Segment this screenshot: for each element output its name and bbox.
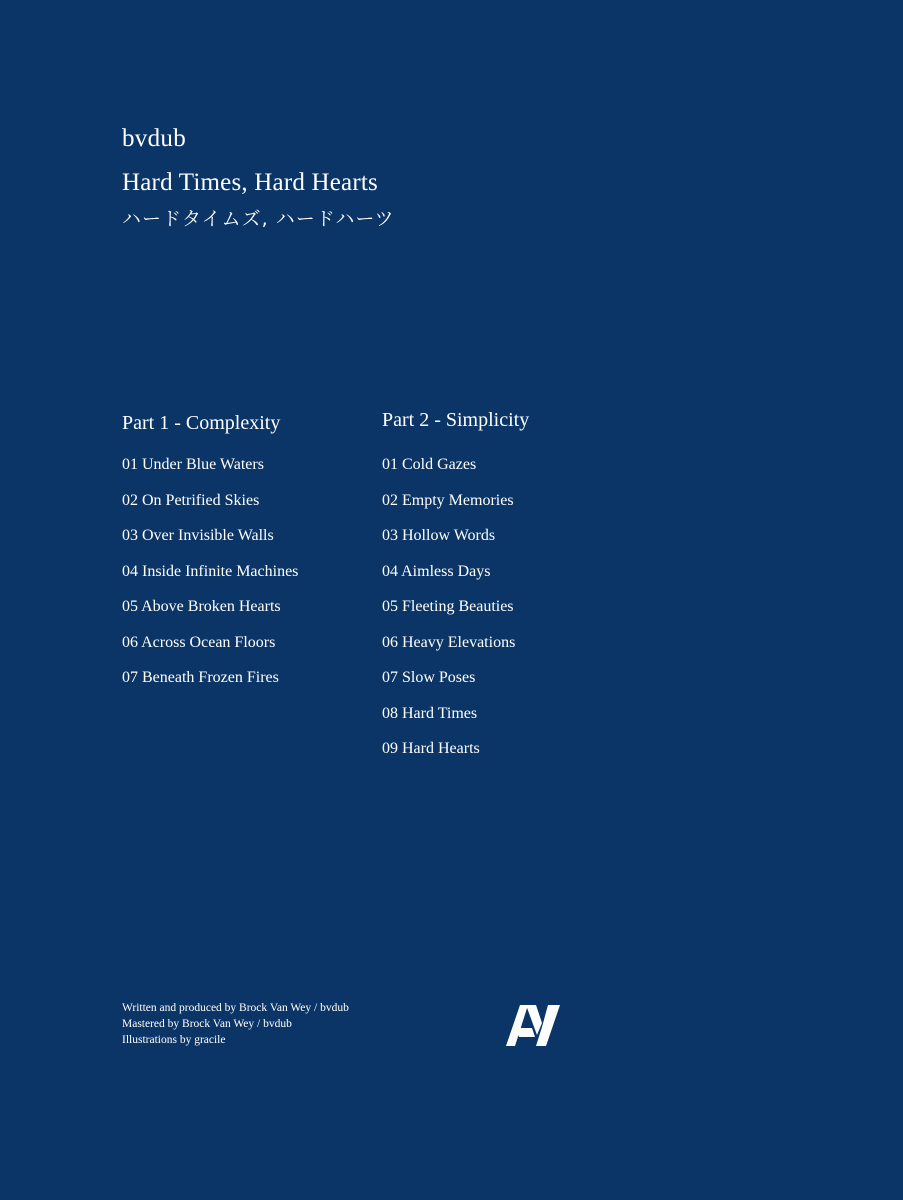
track-item: 02 Empty Memories bbox=[382, 491, 514, 509]
part-heading: Part 2 - Simplicity bbox=[382, 409, 530, 431]
track-item: 01 Under Blue Waters bbox=[122, 456, 264, 473]
track-item: 03 Over Invisible Walls bbox=[122, 527, 274, 544]
part-heading: Part 1 - Complexity bbox=[122, 412, 281, 434]
track-item: 07 Slow Poses bbox=[382, 669, 476, 686]
artist-name: bvdub bbox=[122, 125, 186, 152]
track-item: 06 Heavy Elevations bbox=[382, 633, 516, 651]
track-item: 09 Hard Hearts bbox=[382, 740, 480, 757]
track-item: 07 Beneath Frozen Fires bbox=[122, 669, 279, 686]
credit-line: Mastered by Brock Van Wey / bvdub bbox=[122, 1018, 292, 1030]
track-item: 04 Aimless Days bbox=[382, 562, 491, 580]
track-item: 04 Inside Infinite Machines bbox=[122, 562, 299, 580]
part-1-section bbox=[122, 409, 298, 704]
track-item: 02 On Petrified Skies bbox=[122, 491, 260, 509]
part-2-section bbox=[382, 406, 529, 775]
album-title: Hard Times, Hard Hearts bbox=[122, 169, 378, 196]
tracklist bbox=[382, 455, 529, 775]
album-title-japanese: ハードタイムズ, ハードハーツ bbox=[122, 208, 395, 230]
track-item: 05 Above Broken Hearts bbox=[122, 598, 281, 615]
track-item: 06 Across Ocean Floors bbox=[122, 633, 276, 651]
label-logo-icon bbox=[506, 1005, 560, 1047]
album-header bbox=[122, 122, 395, 234]
track-item: 05 Fleeting Beauties bbox=[382, 598, 514, 615]
track-item: 08 Hard Times bbox=[382, 704, 478, 722]
credit-line: Illustrations by gracile bbox=[122, 1034, 226, 1046]
tracklist bbox=[122, 455, 298, 704]
track-item: 03 Hollow Words bbox=[382, 527, 496, 544]
credits bbox=[122, 1000, 349, 1048]
track-item: 01 Cold Gazes bbox=[382, 456, 477, 473]
credit-line: Written and produced by Brock Van Wey / bvdub bbox=[122, 1002, 349, 1014]
